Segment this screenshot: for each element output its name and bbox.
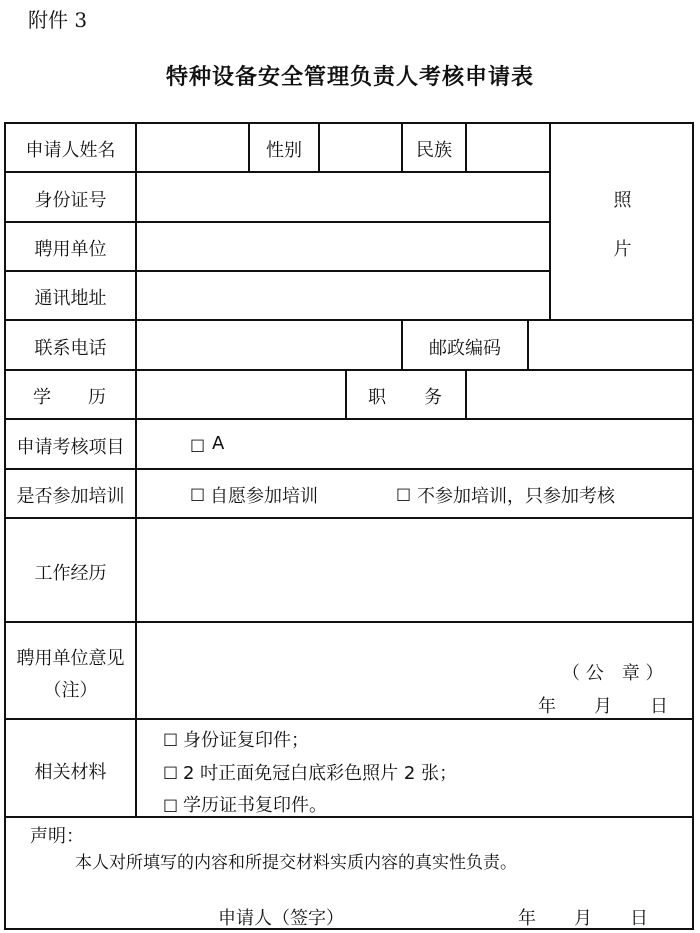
gender-label: 性别: [266, 140, 302, 161]
position-field[interactable]: [467, 371, 692, 417]
seal-label: （ 公 章 ）: [562, 663, 664, 684]
employer-field[interactable]: [137, 223, 548, 269]
sign-day-label: 日: [630, 908, 648, 929]
photo-label-2: 片: [613, 239, 632, 260]
row-divider: [4, 418, 694, 420]
sign-month-label: 月: [574, 908, 592, 929]
declaration-heading: 声明：: [30, 826, 84, 847]
ethnicity-label: 民族: [416, 140, 452, 161]
id-copy-text: 身份证复印件；: [183, 730, 309, 751]
photo-material-text: 2 吋正面免冠白底彩色照片 2 张；: [183, 763, 458, 784]
employer-opinion-label: 聘用单位意见: [16, 648, 125, 669]
phone-label: 联系电话: [34, 338, 107, 359]
annex-label: 附件 3: [28, 8, 88, 32]
address-field[interactable]: [137, 272, 548, 318]
project-a-checkbox[interactable]: □: [190, 435, 206, 454]
signature-field[interactable]: [360, 896, 500, 924]
sign-year-label: 年: [518, 908, 536, 929]
photo-box[interactable]: [551, 124, 692, 318]
opinion-month-label: 月: [594, 696, 612, 717]
photo-material-checkbox[interactable]: □: [163, 762, 179, 781]
photo-label-1: 照: [613, 190, 632, 211]
id-copy-checkbox[interactable]: □: [163, 729, 179, 748]
applicant-name-label: 申请人姓名: [25, 140, 116, 161]
row-divider: [4, 468, 694, 470]
education-label-2: 历: [88, 387, 106, 408]
phone-field[interactable]: [137, 321, 400, 368]
exam-only-text: 不参加培训，只参加考核: [417, 486, 615, 507]
voluntary-training-text: 自愿参加培训: [210, 486, 318, 507]
id-number-label: 身份证号: [34, 190, 107, 211]
address-label: 通讯地址: [34, 288, 107, 309]
education-label-1: 学: [33, 387, 51, 408]
employer-label: 聘用单位: [34, 239, 107, 260]
education-field[interactable]: [137, 371, 344, 417]
employer-opinion-note: （注）: [43, 680, 98, 701]
diploma-copy-text: 学历证书复印件。: [183, 795, 327, 816]
row-divider: [4, 816, 694, 818]
exam-only-checkbox[interactable]: □: [396, 484, 412, 503]
position-label-2: 务: [424, 387, 442, 408]
signature-label: 申请人（签字）: [218, 908, 344, 929]
id-number-field[interactable]: [137, 173, 548, 220]
applicant-name-field[interactable]: [137, 124, 247, 170]
ethnicity-field[interactable]: [467, 124, 548, 170]
work-history-field[interactable]: [137, 519, 692, 620]
postal-code-field[interactable]: [529, 321, 692, 368]
column-divider: [345, 369, 347, 418]
declaration-text: 本人对所填写的内容和所提交材料实质内容的真实性负责。: [75, 853, 517, 873]
opinion-day-label: 日: [650, 696, 668, 717]
work-history-label: 工作经历: [34, 563, 107, 584]
row-divider: [4, 718, 694, 720]
gender-field[interactable]: [320, 124, 400, 170]
postal-code-label: 邮政编码: [429, 338, 501, 359]
materials-label: 相关材料: [34, 762, 107, 783]
training-label: 是否参加培训: [16, 486, 125, 507]
form-title: 特种设备安全管理负责人考核申请表: [165, 64, 534, 90]
position-label-1: 职: [368, 387, 386, 408]
project-a-text: A: [212, 433, 225, 454]
diploma-copy-checkbox[interactable]: □: [163, 795, 179, 814]
voluntary-training-checkbox[interactable]: □: [190, 484, 206, 503]
opinion-year-label: 年: [538, 696, 556, 717]
project-label: 申请考核项目: [16, 437, 125, 458]
